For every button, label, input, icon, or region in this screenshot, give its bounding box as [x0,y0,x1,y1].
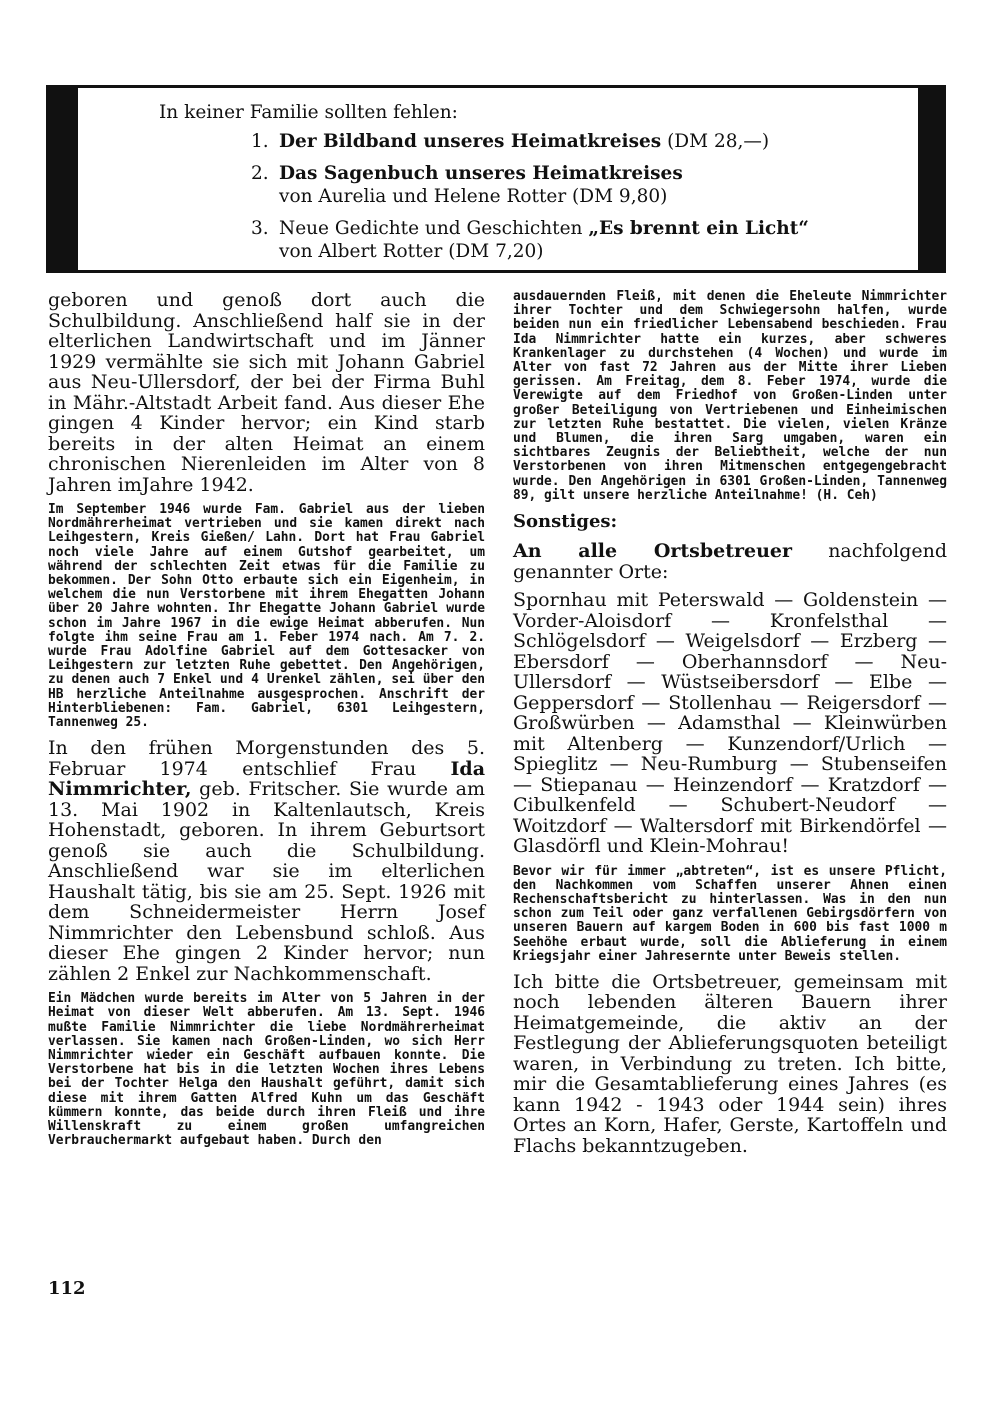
request-paragraph: Ich bitte die Ortsbetreuer, gemeinsam mit noch lebenden älteren Bauern ihrer Heimatgemeinde, die aktiv an der Festlegung der Ablieferungsquoten beteiligt waren, in Verbindung zu treten. Ich bitte, mir die Gesamtablieferung eines Jahres (es kann 1942 - 1943 oder 1944 sein) ihres Ortes an Korn, Hafer, Gerste, Kartoffeln und Flachs bekanntzugeben. [513,970,947,1157]
book-price: (DM 28,—) [661,131,770,152]
advertisement-box [46,85,946,273]
book-author: von Albert Rotter (DM 7,20) [279,241,544,262]
left-border-bar [46,88,78,270]
book-title: Das Sagenbuch unseres Heimatkreises [279,163,683,184]
item-number: 1. [251,131,269,152]
book-item [251,130,809,153]
book-list [251,130,809,272]
obituary-gabriel-details: Im September 1946 wurde Fam. Gabriel aus der lieben Nordmährerheimat vertrieben und sie kamen direkt nach Leihgestern, Kreis Gießen/ Lahn. Dort hat Frau Gabriel noch viele Jahre auf einem Gutshof gearbeitet, um während der schlechten Zeit etwas für die Familie zu bekommen. Der Sohn Otto erbaute sich ein Eigenheim, in welchem die nun Verstorbene mit ihrem Ehegatten Johann über 20 Jahre wohnten. Ihr Ehegatte Johann Gabriel wurde schon im Jahre 1967 in die ewige Heimat abberufen. Nun folgte ihm seine Frau am 1. Feber 1974 nach. Am 7. 2. wurde Frau Adolfine Gabriel auf dem Gottesacker von Leihgestern zur letzten Ruhe gebettet. Den Angehörigen, zu denen auch 7 Enkel und 4 Urenkel zählen, sei über den HB herzliche Anteilnahme ausgesprochen. Anschrift der Hinterbliebenen: Fam. Gabriel, 6301 Leihgestern, Tannenweg 25. [48,502,485,731]
right-border-bar [918,88,946,270]
section-heading: Sonstiges: [513,511,618,533]
book-title: „Es brennt ein Licht“ [588,218,809,239]
obituary-nimmrichter-continued: ausdauernden Fleiß, mit denen die Eheleute Nimmrichter ihrer Tochter und dem Schwiegersohn halfen, wurde beiden nun ein friedlicher Lebensabend beschieden. Frau Ida Nimmrichter hatte ein kurzes, aber schweres Krankenlager zu durchstehen (4 Wochen) und wurde im Alter von fast 72 Jahren aus der Mitte ihrer Lieben gerissen. Am Freitag, dem 8. Feber 1974, wurde die Verewigte auf dem Friedhof von Großen-Linden unter großer Beteiligung von Vertriebenen und Einheimischen zur letzten Ruhe bestattet. Die vielen, vielen Kränze und Blumen, die ihren Sarg umgaben, waren ein sichtbares Zeugnis der Beliebtheit, welche der nun Verstorbenen von ihren Mitmenschen entgegengebracht wurde. Den Angehörigen in 6301 Großen-Linden, Tannenweg 89, gilt unsere herzliche Anteilnahme! (H. Ceh) [513,289,947,503]
page-number: 112 [48,1278,86,1299]
book-item [251,217,809,263]
book-prefix: Neue Gedichte und Geschichten [279,218,589,239]
left-column [48,290,485,1148]
notice-intro: An alle Ortsbetreuer nachfolgend genannter Orte: [513,540,947,583]
notice-paragraph: Bevor wir für immer „abtreten“, ist es unsere Pflicht, den Nachkommen vom Schaffen unserer Ahnen einen Rechenschaftsbericht zu hinterlassen. Was in den nun schon zum Teil oder ganz verfallenen Gebirgsdörfern von unseren Bauern auf kargem Boden in 600 bis fast 1000 m Seehöhe erbaut wurde, soll die Ablieferung in einem Kriegsjahr einer Jahresernte unter Beweis stellen. [513,863,947,964]
obituary-nimmrichter-details: Ein Mädchen wurde bereits im Alter von 5 Jahren in der Heimat von dieser Welt abberufen. Am 13. Sept. 1946 mußte Familie Nimmrichter die liebe Nordmährerheimat verlassen. Sie kamen nach Großen-Linden, wo sich Herr Nimmrichter wieder ein Geschäft aufbauen konnte. Die Verstorbene hat bis in die letzten Wochen ihres Lebens bei der Tochter Helga den Haushalt geführt, damit sich diese mit ihrem Gatten Alfred Kuhn um das Geschäft kümmern konnte, das beide durch ihren Fleiß und ihre Willenskraft zu einem großen umfangreichen Verbrauchermarkt aufgebaut haben. Durch den [48,991,485,1149]
deceased-name: Ida Nimmrichter, [48,757,485,801]
obituary-gabriel-continued: geboren und genoß dort auch die Schulbildung. Anschließend half sie in der elterlichen Landwirtschaft und im Jänner 1929 vermählte sie sich mit Johann Gabriel aus Neu-Ullersdorf, der bei der Firma Buhl in Mähr.-Altstadt Arbeit fand. Aus dieser Ehe gingen 4 Kinder hervor; ein Kind starb bereits in der alten Heimat an einem chronischen Nierenleiden im Alter von 8 Jahren imJahre 1942. [48,289,485,496]
village-list: Spornhau mit Peterswald — Goldenstein — Vorder-Aloisdorf — Kronfelsthal — Schlögelsdorf — Weigelsdorf — Erzberg — Ebersdorf — Oberhannsdorf — Neu-Ullersdorf — Wüstseibersdorf — Elbe — Geppersdorf — Stollenhau — Reigersdorf — Großwürben — Adamsthal — Kleinwürben mit Altenberg — Kunzendorf/Urlich — Spieglitz — Neu-Rumburg — Stubenseifen — Stiepanau — Heinzendorf — Kratzdorf — Cibulkenfeld — Schubert-Neudorf — Woitzdorf — Waltersdorf mit Birkendörfel — Glasdörfl und Klein-Mohrau! [513,589,947,858]
book-title: Der Bildband unseres Heimatkreises [279,131,662,152]
book-author: von Aurelia und Helene Rotter (DM 9,80) [279,186,668,207]
obituary-nimmrichter: In den frühen Morgenstunden des 5. Februar 1974 entschlief Frau Ida Nimmrichter, geb. Fritscher. Sie wurde am 13. Mai 1902 in Kaltenlautsch, Kreis Hohenstadt, geboren. In ihrem Geburtsort genoß sie auch die Schulbildung. Anschließend war sie im elterlichen Haushalt tätig, bis sie am 25. Sept. 1926 mit dem Schneidermeister Herrn Josef Nimmrichter den Lebensbund schloß. Aus dieser Ehe gingen 2 Kinder hervor; nun zählen 2 Enkel zur Nachkommenschaft. [48,737,485,985]
item-number: 2. [251,163,269,184]
book-item [251,162,809,208]
item-number: 3. [251,218,269,239]
right-column [513,290,947,1156]
box-intro: In keiner Familie sollten fehlen: [159,102,458,123]
